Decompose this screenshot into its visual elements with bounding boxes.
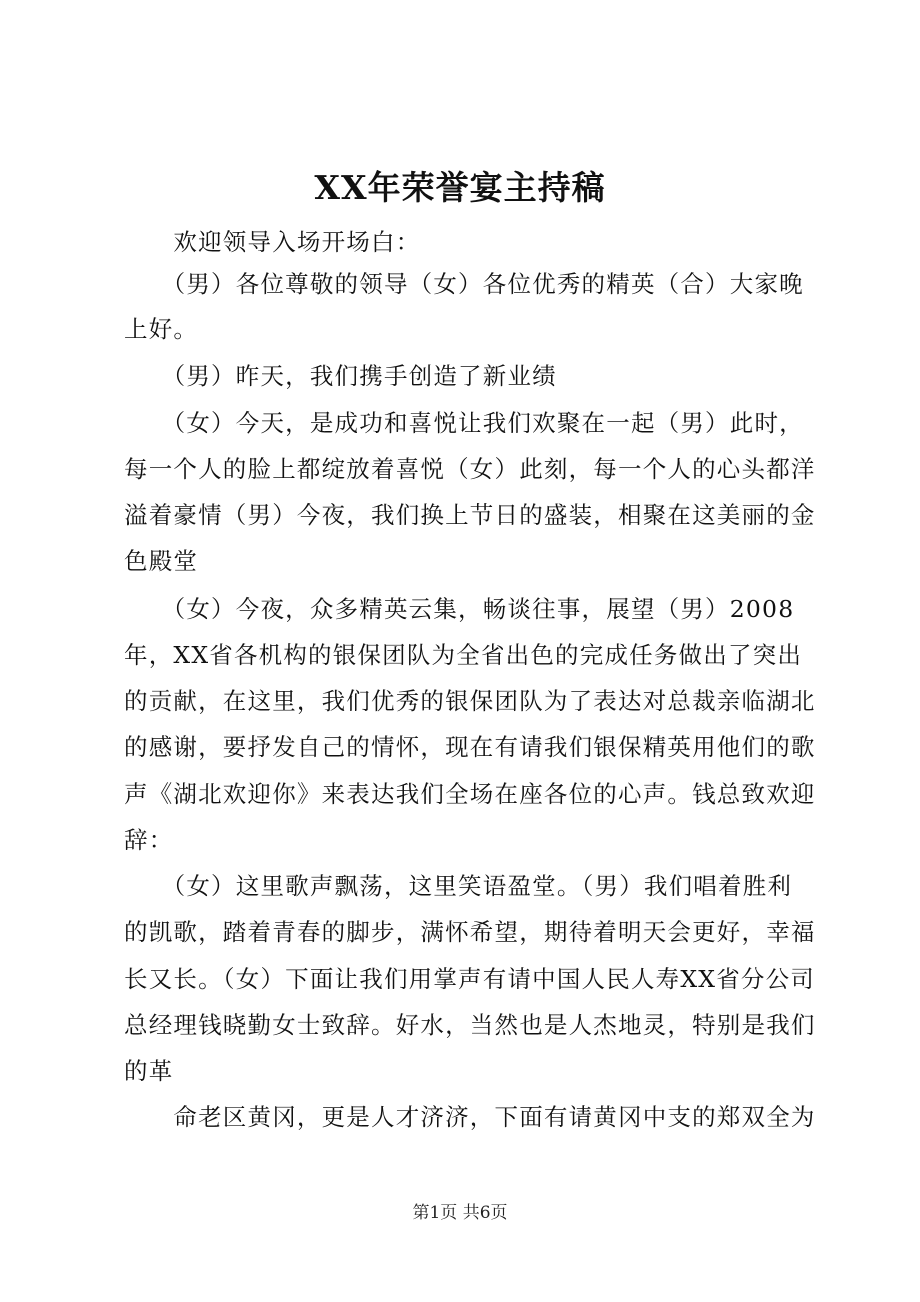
body-line: （男）各位尊敬的领导（女）各位优秀的精英（合）大家晚 — [124, 270, 804, 298]
body-line: 声《湖北欢迎你》来表达我们全场在座各位的心声。钱总致欢迎 — [124, 780, 816, 808]
body-line: （女）这里歌声飘荡，这里笑语盈堂。（男）我们唱着胜利 — [124, 872, 793, 900]
body-line: 的革 — [124, 1057, 174, 1085]
body-line: 溢着豪情（男）今夜，我们换上节日的盛装，相聚在这美丽的金 — [124, 501, 816, 529]
body-line: 上好。 — [124, 315, 199, 343]
body-line: 的感谢，要抒发自己的情怀，现在有请我们银保精英用他们的歌 — [124, 733, 816, 761]
body-line: 的贡献，在这里，我们优秀的银保团队为了表达对总裁亲临湖北 — [124, 687, 816, 715]
body-line: 欢迎领导入场开场白： — [124, 228, 421, 256]
body-line: 辞： — [124, 826, 174, 854]
body-line: （男）昨天，我们携手创造了新业绩 — [124, 362, 557, 390]
body-line: 的凯歌，踏着青春的脚步，满怀希望，期待着明天会更好，幸福 — [124, 918, 816, 946]
body-line: 长又长。（女）下面让我们用掌声有请中国人民人寿XX省分公司 — [124, 965, 816, 993]
body-line: 年，XX省各机构的银保团队为全省出色的完成任务做出了突出 — [124, 641, 803, 669]
body-line: 每一个人的脸上都绽放着喜悦（女）此刻，每一个人的心头都洋 — [124, 455, 816, 483]
body-line: 命老区黄冈，更是人才济济，下面有请黄冈中支的郑双全为 — [124, 1103, 816, 1131]
body-line: （女）今天，是成功和喜悦让我们欢聚在一起（男）此时， — [124, 409, 804, 437]
body-line: 色殿堂 — [124, 547, 199, 575]
body-line: （女）今夜，众多精英云集，畅谈往事，展望（男）2008 — [124, 595, 795, 623]
document-title: XX年荣誉宴主持稿 — [314, 168, 606, 207]
page-footer: 第1页 共6页 — [412, 1203, 508, 1223]
body-line: 总经理钱晓勤女士致辞。好水，当然也是人杰地灵，特别是我们 — [124, 1011, 816, 1039]
